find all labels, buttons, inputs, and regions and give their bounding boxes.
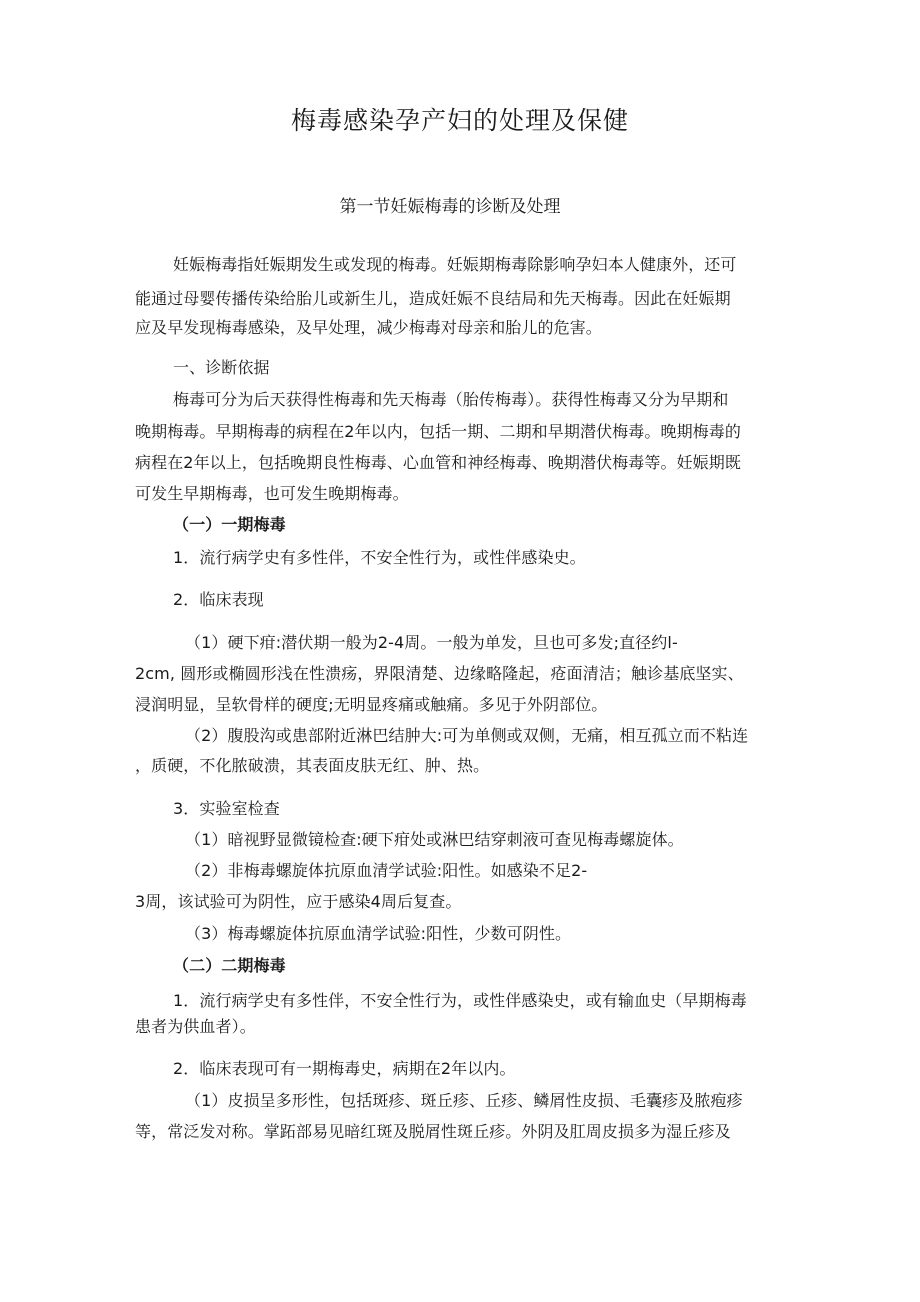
paragraph-line: ，质硬，不化脓破溃，其表面皮肤无红、肿、热。 — [135, 756, 490, 775]
paragraph-line: 应及早发现梅毒感染，及早处理，减少梅毒对母亲和胎儿的危害。 — [135, 318, 602, 337]
paragraph-line: 病程在2年以上，包括晚期良性梅毒、心血管和神经梅毒、晚期潜伏梅毒等。妊娠期既 — [135, 453, 741, 472]
list-item: 1．流行病学史有多性伴，不安全性行为，或性伴感染史。 — [173, 548, 586, 567]
heading-primary-syphilis: （一）一期梅毒 — [173, 515, 286, 534]
paragraph-line: 能通过母婴传播传染给胎儿或新生儿，造成妊娠不良结局和先天梅毒。因此在妊娠期 — [135, 289, 731, 308]
paragraph-line: 梅毒可分为后天获得性梅毒和先天梅毒（胎传梅毒）。获得性梅毒又分为早期和 — [173, 390, 729, 409]
paragraph-line: （1）暗视野显微镜检查:硬下疳处或淋巴结穿刺液可查见梅毒螺旋体。 — [185, 830, 684, 849]
paragraph-line: 2cm, 圆形或椭圆形浅在性溃疡，界限清楚、边缘略隆起，疮面清洁；触诊基底坚实、 — [135, 664, 744, 683]
list-item: 3．实验室检查 — [173, 799, 280, 818]
paragraph-line: 可发生早期梅毒，也可发生晚期梅毒。 — [135, 484, 409, 503]
paragraph-line: 晚期梅毒。早期梅毒的病程在2年以内，包括一期、二期和早期潜伏梅毒。晚期梅毒的 — [135, 422, 741, 441]
paragraph-line: 3周，该试验可为阴性，应于感染4周后复查。 — [135, 892, 462, 911]
paragraph-line: 妊娠梅毒指妊娠期发生或发现的梅毒。妊娠期梅毒除影响孕妇本人健康外，还可 — [173, 255, 737, 274]
paragraph-line: （3）梅毒螺旋体抗原血清学试验:阳性，少数可阴性。 — [185, 924, 572, 943]
paragraph-line: 患者为供血者）。 — [135, 1017, 256, 1036]
paragraph-line: 1．流行病学史有多性伴，不安全性行为，或性伴感染史，或有输血史（早期梅毒 — [173, 991, 747, 1010]
section-title: 第一节妊娠梅毒的诊断及处理 — [339, 197, 561, 217]
list-item: 2．临床表现可有一期梅毒史，病期在2年以内。 — [173, 1059, 516, 1078]
heading-secondary-syphilis: （二）二期梅毒 — [173, 956, 286, 975]
paragraph-line: （2）腹股沟或患部附近淋巴结肿大:可为单侧或双侧，无痛，相互孤立而不粘连 — [185, 726, 749, 745]
list-item: 2．临床表现 — [173, 590, 264, 609]
paragraph-line: 等，常泛发对称。掌跖部易见暗红斑及脱屑性斑丘疹。外阴及肛周皮损多为湿丘疹及 — [135, 1122, 731, 1141]
paragraph-line: 浸润明显，呈软骨样的硬度;无明显疼痛或触痛。多见于外阴部位。 — [135, 695, 608, 714]
paragraph-line: （2）非梅毒螺旋体抗原血清学试验:阳性。如感染不足2- — [185, 861, 588, 880]
heading-diagnosis-basis: 一、诊断依据 — [173, 358, 270, 377]
document-title: 梅毒感染孕产妇的处理及保健 — [290, 106, 629, 135]
paragraph-line: （1）皮损呈多形性，包括斑疹、斑丘疹、丘疹、鳞屑性皮损、毛囊疹及脓疱疹 — [185, 1091, 743, 1110]
paragraph-line: （1）硬下疳:潜伏期一般为2-4周。一般为单发，旦也可多发;直径约l- — [185, 633, 678, 652]
